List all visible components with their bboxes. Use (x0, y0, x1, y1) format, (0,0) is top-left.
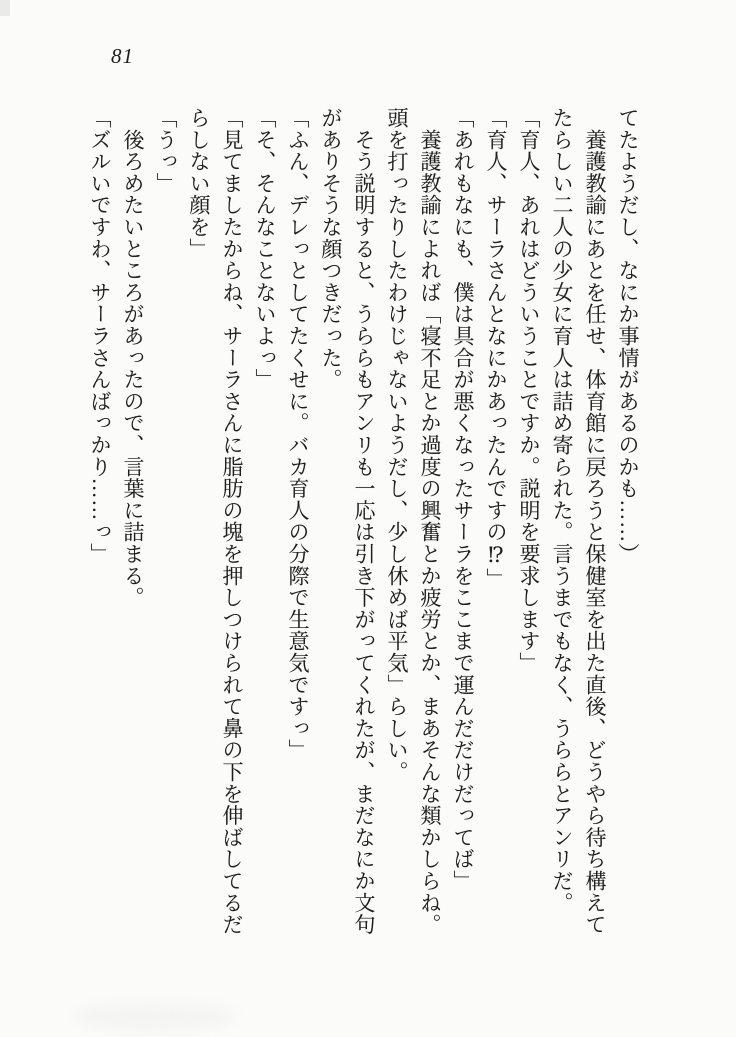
page-number: 81 (111, 44, 134, 68)
paragraph-dialogue: 「育人、サーラさんとなにかあったんですの⁉」 (484, 107, 508, 590)
scan-artifact-top-left (0, 0, 10, 16)
novel-text-block (83, 107, 644, 937)
paragraph-dialogue: 「見てましたからね、サーラさんに脂肪の塊を押しつけられて鼻の下を伸ばしてるだらしない顔を」 (187, 107, 244, 936)
scan-artifact-bottom-left (75, 1002, 235, 1032)
paragraph-dialogue: 「ズルいですわ、サーラさんばっかり……っ」 (88, 107, 112, 565)
paragraph-narration: 養護教諭によれば「寝不足とか過度の興奮とか疲労とか、まあそんな類かしらね。頭を打ったりしたわけじゃないようだし、少し休めば平気」らしい。 (385, 107, 442, 936)
paragraph-dialogue: 「うっ」 (154, 107, 178, 195)
paragraph-narration: そう説明すると、うららもアンリも一応は引き下がってくれたが、まだなにか文句がありそうな顔つきだった。 (319, 107, 376, 936)
paragraph-dialogue: 「育人、あれはどういうことですか。説明を要求します」 (517, 107, 541, 674)
paragraph-narration: 後ろめたいところがあったので、言葉に詰まる。 (121, 107, 145, 609)
paragraph-narration: 養護教諭にあとを任せ、体育館に戻ろうと保健室を出た直後、どうやら待ち構えてたらしい二人の少女に育人は詰め寄られた。言うまでもなく、うららとアンリだ。 (550, 107, 607, 936)
paragraph-narration-continued: てたようだし、なにか事情があるのかも……） (616, 107, 640, 565)
paragraph-dialogue: 「そ、そんなことないよっ」 (253, 107, 277, 391)
paragraph-dialogue: 「ふん、デレっとしてたくせに。バカ育人の分際で生意気ですっ」 (286, 107, 310, 761)
paragraph-dialogue: 「あれもなにも、僕は具合が悪くなったサーラをここまで運んだだけだってば」 (451, 107, 475, 892)
